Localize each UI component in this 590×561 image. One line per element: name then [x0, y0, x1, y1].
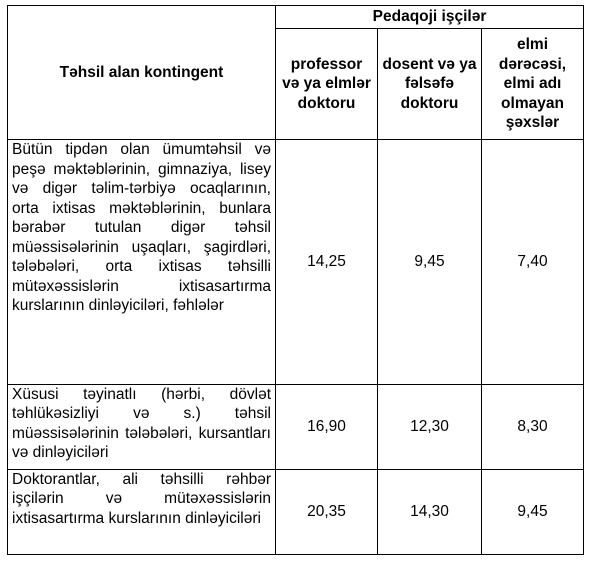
- cell-value: 16,90: [276, 384, 378, 469]
- table-row: [8, 140, 584, 385]
- row-description: Bütün tipdən olan ümumtəhsil və peşə məktəblərinin, gimnaziya, lisey və digər təlim-tərbiyə ocaqlarının, orta ixtisas məktəblərinin, bunlara bərabər tutulan digər təhsil müəssisələrinin uşaqları, şagirdləri, tələbələri, orta ixtisas təhsilli mütəxəssislərin ixtisasartırma kurslarının dinləyiciləri, fəhlələr: [8, 140, 276, 385]
- cell-value: 14,25: [276, 140, 378, 385]
- table-row: [8, 384, 584, 469]
- cell-value: 20,35: [276, 469, 378, 554]
- cell-value: 9,45: [482, 469, 584, 554]
- cell-value: 14,30: [378, 469, 482, 554]
- salary-rates-table: [7, 5, 584, 555]
- column-header-professor: professor və ya elmlər doktoru: [276, 29, 378, 140]
- table-header-row-group: [8, 6, 584, 29]
- cell-value: 7,40: [482, 140, 584, 385]
- row-description: Xüsusi təyinatlı (hərbi, dövlət təhlükəsizliyi və s.) təhsil müəssisələrinin tələbələri, kursantları və dinləyiciləri: [8, 384, 276, 469]
- cell-value: 8,30: [482, 384, 584, 469]
- row-header-title: Təhsil alan kontingent: [8, 6, 276, 140]
- group-header: Pedaqoji işçilər: [276, 6, 584, 29]
- table-row: [8, 469, 584, 554]
- column-header-no-degree: elmi dərəcəsi, elmi adı olmayan şəxslər: [482, 29, 584, 140]
- cell-value: 12,30: [378, 384, 482, 469]
- cell-value: 9,45: [378, 140, 482, 385]
- column-header-docent: dosent və ya fəlsəfə doktoru: [378, 29, 482, 140]
- row-description: Doktorantlar, ali təhsilli rəhbər işçilərin və mütəxəssislərin ixtisasartırma kurslarının dinləyiciləri: [8, 469, 276, 554]
